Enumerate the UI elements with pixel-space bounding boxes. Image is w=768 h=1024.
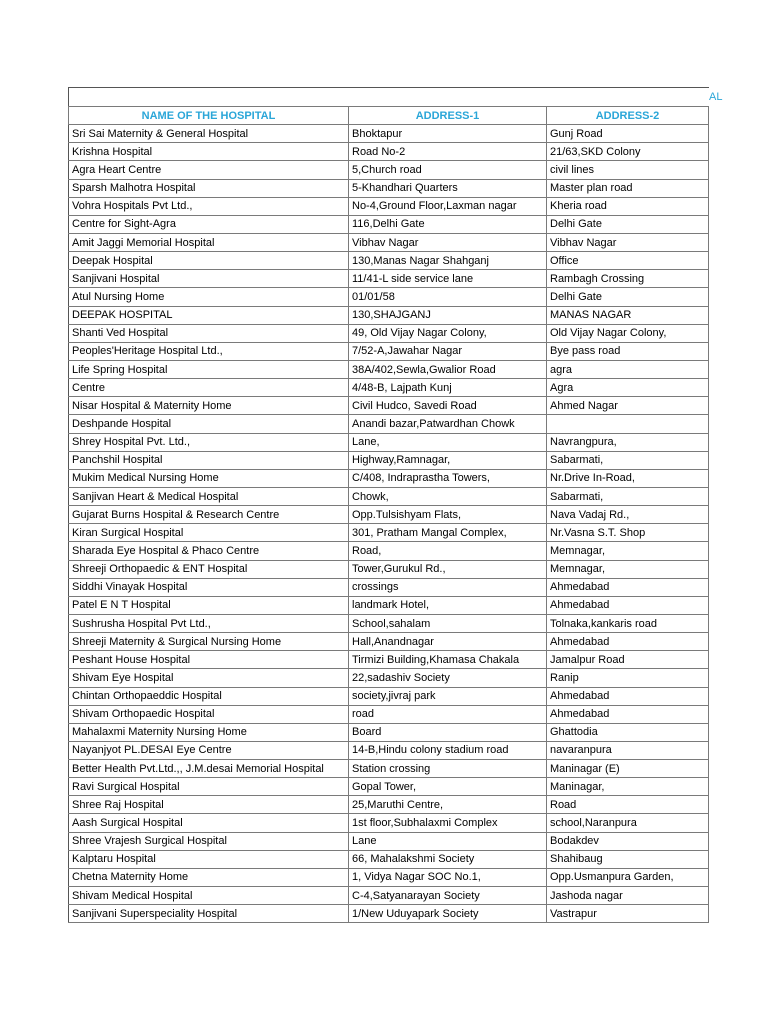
cell-hospital-name[interactable]: Siddhi Vinayak Hospital (69, 578, 349, 596)
header-address-2: ADDRESS-2 (547, 107, 709, 125)
cell-address-2[interactable]: Jamalpur Road (547, 651, 709, 669)
header-address-1: ADDRESS-1 (349, 107, 547, 125)
table-row (69, 633, 709, 651)
cell-address-1[interactable]: 22,sadashiv Society (349, 669, 547, 687)
table-row (69, 596, 709, 614)
cell-address-1[interactable]: 11/41-L side service lane (349, 270, 547, 288)
spreadsheet-view (68, 87, 723, 927)
cell-hospital-name[interactable]: Nisar Hospital & Maternity Home (69, 397, 349, 415)
table-row (69, 197, 709, 215)
cell-address-1[interactable]: Bhoktapur (349, 125, 547, 143)
cell-address-1[interactable]: Lane (349, 832, 547, 850)
table-row (69, 814, 709, 832)
table-row (69, 887, 709, 905)
cell-hospital-name[interactable]: Amit Jaggi Memorial Hospital (69, 233, 349, 251)
table-row (69, 760, 709, 778)
cell-address-2[interactable]: Sabarmati, (547, 487, 709, 505)
cell-address-2[interactable]: Gunj Road (547, 125, 709, 143)
table-row (69, 215, 709, 233)
cell-hospital-name[interactable]: Sanjivani Hospital (69, 270, 349, 288)
table-row (69, 415, 709, 433)
cell-address-1[interactable]: 4/48-B, Lajpath Kunj (349, 379, 547, 397)
title-row (69, 88, 709, 107)
cell-address-1[interactable]: crossings (349, 578, 547, 596)
cell-hospital-name[interactable]: Shivam Eye Hospital (69, 669, 349, 687)
cell-address-2[interactable]: Sabarmati, (547, 451, 709, 469)
cell-address-2[interactable] (547, 415, 709, 433)
cell-hospital-name[interactable]: DEEPAK HOSPITAL (69, 306, 349, 324)
cell-address-2[interactable]: Bodakdev (547, 832, 709, 850)
cell-address-1[interactable]: C-4,Satyanarayan Society (349, 887, 547, 905)
table-row (69, 560, 709, 578)
cell-address-1[interactable]: Lane, (349, 433, 547, 451)
cell-address-1[interactable]: 1st floor,Subhalaxmi Complex (349, 814, 547, 832)
cell-address-2[interactable]: Master plan road (547, 179, 709, 197)
cell-hospital-name[interactable]: Nayanjyot PL.DESAI Eye Centre (69, 741, 349, 759)
table-body (69, 125, 709, 923)
cell-address-1[interactable]: 1, Vidya Nagar SOC No.1, (349, 868, 547, 886)
table-row (69, 506, 709, 524)
cell-address-2[interactable]: Ranip (547, 669, 709, 687)
cell-address-2[interactable]: Delhi Gate (547, 288, 709, 306)
table-row (69, 288, 709, 306)
cell-hospital-name[interactable]: Vohra Hospitals Pvt Ltd., (69, 197, 349, 215)
cell-address-1[interactable]: Vibhav Nagar (349, 233, 547, 251)
table-row (69, 832, 709, 850)
cell-hospital-name[interactable]: Life Spring Hospital (69, 360, 349, 378)
cell-address-1[interactable]: No-4,Ground Floor,Laxman nagar (349, 197, 547, 215)
cell-address-1[interactable]: society,jivraj park (349, 687, 547, 705)
cell-hospital-name[interactable]: Peoples'Heritage Hospital Ltd., (69, 342, 349, 360)
table-row (69, 161, 709, 179)
cell-address-1[interactable]: Highway,Ramnagar, (349, 451, 547, 469)
table-row (69, 778, 709, 796)
cell-hospital-name[interactable]: Shivam Medical Hospital (69, 887, 349, 905)
cell-hospital-name[interactable]: Sharada Eye Hospital & Phaco Centre (69, 542, 349, 560)
cell-address-1[interactable]: Station crossing (349, 760, 547, 778)
cell-hospital-name[interactable]: Patel E N T Hospital (69, 596, 349, 614)
header-row (69, 107, 709, 125)
table-row (69, 270, 709, 288)
table-row (69, 233, 709, 251)
cell-address-2[interactable]: Nr.Drive In-Road, (547, 469, 709, 487)
table-row (69, 687, 709, 705)
table-row (69, 578, 709, 596)
cell-address-1[interactable]: 5,Church road (349, 161, 547, 179)
cell-hospital-name[interactable]: Sanjivan Heart & Medical Hospital (69, 487, 349, 505)
cell-address-1[interactable]: road (349, 705, 547, 723)
cell-address-2[interactable]: Rambagh Crossing (547, 270, 709, 288)
table-row (69, 487, 709, 505)
cell-address-2[interactable]: Jashoda nagar (547, 887, 709, 905)
cell-address-1[interactable]: Tirmizi Building,Khamasa Chakala (349, 651, 547, 669)
cell-address-2[interactable]: school,Naranpura (547, 814, 709, 832)
cell-address-1[interactable]: Opp.Tulsishyam Flats, (349, 506, 547, 524)
cell-address-2[interactable]: Ahmedabad (547, 687, 709, 705)
cell-hospital-name[interactable]: Sparsh Malhotra Hospital (69, 179, 349, 197)
cell-address-1[interactable]: 1/New Uduyapark Society (349, 905, 547, 923)
cell-hospital-name[interactable]: Deepak Hospital (69, 252, 349, 270)
table-row (69, 125, 709, 143)
cell-address-2[interactable]: Maninagar, (547, 778, 709, 796)
cell-address-2[interactable]: navaranpura (547, 741, 709, 759)
cell-address-2[interactable]: Opp.Usmanpura Garden, (547, 868, 709, 886)
cell-hospital-name[interactable]: Peshant House Hospital (69, 651, 349, 669)
cell-hospital-name[interactable]: Atul Nursing Home (69, 288, 349, 306)
cell-hospital-name[interactable]: Deshpande Hospital (69, 415, 349, 433)
cell-address-2[interactable]: Ahmed Nagar (547, 397, 709, 415)
cell-hospital-name[interactable]: Kalptaru Hospital (69, 850, 349, 868)
table-row (69, 741, 709, 759)
cell-address-2[interactable]: Maninagar (E) (547, 760, 709, 778)
cell-address-1[interactable]: 130,Manas Nagar Shahganj (349, 252, 547, 270)
table-row (69, 705, 709, 723)
cell-address-2[interactable]: Shahibaug (547, 850, 709, 868)
cell-address-2[interactable]: Vastrapur (547, 905, 709, 923)
cell-hospital-name[interactable]: Better Health Pvt.Ltd.,, J.M.desai Memorial Hospital (69, 760, 349, 778)
table-row (69, 542, 709, 560)
table-row (69, 342, 709, 360)
cell-address-2[interactable]: Office (547, 252, 709, 270)
cell-address-2[interactable]: Ghattodia (547, 723, 709, 741)
title-cell (69, 88, 723, 107)
cell-address-2[interactable]: Ahmedabad (547, 578, 709, 596)
cell-address-1[interactable]: Road No-2 (349, 143, 547, 161)
table-row (69, 469, 709, 487)
cell-address-2[interactable]: Ahmedabad (547, 705, 709, 723)
cell-address-1[interactable]: Board (349, 723, 547, 741)
cell-hospital-name[interactable]: Mahalaxmi Maternity Nursing Home (69, 723, 349, 741)
cell-address-2[interactable]: Ahmedabad (547, 596, 709, 614)
cell-address-2[interactable]: MANAS NAGAR (547, 306, 709, 324)
table-row (69, 651, 709, 669)
cell-address-2[interactable]: Old Vijay Nagar Colony, (547, 324, 709, 342)
cell-address-2[interactable]: civil lines (547, 161, 709, 179)
cell-address-2[interactable]: Nava Vadaj Rd., (547, 506, 709, 524)
cell-address-1[interactable]: landmark Hotel, (349, 596, 547, 614)
cell-address-1[interactable]: Tower,Gurukul Rd., (349, 560, 547, 578)
cell-hospital-name[interactable]: Sri Sai Maternity & General Hospital (69, 125, 349, 143)
cell-address-1[interactable]: Gopal Tower, (349, 778, 547, 796)
cell-address-2[interactable]: Ahmedabad (547, 633, 709, 651)
cell-address-1[interactable]: C/408, Indraprastha Towers, (349, 469, 547, 487)
cell-hospital-name[interactable]: Shreeji Orthopaedic & ENT Hospital (69, 560, 349, 578)
table-row (69, 379, 709, 397)
table-row (69, 179, 709, 197)
cell-hospital-name[interactable]: Shivam Orthopaedic Hospital (69, 705, 349, 723)
table-row (69, 850, 709, 868)
cell-address-2[interactable]: Nr.Vasna S.T. Shop (547, 524, 709, 542)
table-row (69, 397, 709, 415)
cell-hospital-name[interactable]: Kiran Surgical Hospital (69, 524, 349, 542)
cell-address-2[interactable]: Delhi Gate (547, 215, 709, 233)
cell-hospital-name[interactable]: Sanjivani Superspeciality Hospital (69, 905, 349, 923)
cell-address-1[interactable]: 301, Pratham Mangal Complex, (349, 524, 547, 542)
cell-hospital-name[interactable]: Shanti Ved Hospital (69, 324, 349, 342)
table-row (69, 905, 709, 923)
cell-hospital-name[interactable]: Agra Heart Centre (69, 161, 349, 179)
cell-address-2[interactable]: Kheria road (547, 197, 709, 215)
cell-address-2[interactable]: Bye pass road (547, 342, 709, 360)
cell-hospital-name[interactable]: Panchshil Hospital (69, 451, 349, 469)
cell-hospital-name[interactable]: Shrey Hospital Pvt. Ltd., (69, 433, 349, 451)
cell-hospital-name[interactable]: Centre for Sight-Agra (69, 215, 349, 233)
cell-address-1[interactable]: 01/01/58 (349, 288, 547, 306)
cell-address-2[interactable]: Tolnaka,kankaris road (547, 614, 709, 632)
cell-address-1[interactable]: Chowk, (349, 487, 547, 505)
table-row (69, 252, 709, 270)
cell-hospital-name[interactable]: Chetna Maternity Home (69, 868, 349, 886)
table-row (69, 669, 709, 687)
cell-address-2[interactable]: agra (547, 360, 709, 378)
cell-address-1[interactable]: Anandi bazar,Patwardhan Chowk (349, 415, 547, 433)
cell-address-1[interactable]: 14-B,Hindu colony stadium road (349, 741, 547, 759)
cell-address-1[interactable]: Hall,Anandnagar (349, 633, 547, 651)
cell-address-1[interactable]: School,sahalam (349, 614, 547, 632)
cell-hospital-name[interactable]: Sushrusha Hospital Pvt Ltd., (69, 614, 349, 632)
cell-hospital-name[interactable]: Shree Vrajesh Surgical Hospital (69, 832, 349, 850)
sheet-title: AL (709, 91, 723, 103)
cell-address-2[interactable]: 21/63,SKD Colony (547, 143, 709, 161)
cell-hospital-name[interactable]: Ravi Surgical Hospital (69, 778, 349, 796)
cell-address-1[interactable]: 7/52-A,Jawahar Nagar (349, 342, 547, 360)
table-row (69, 360, 709, 378)
table-row (69, 796, 709, 814)
cell-hospital-name[interactable]: Centre (69, 379, 349, 397)
cell-address-1[interactable]: 25,Maruthi Centre, (349, 796, 547, 814)
cell-address-1[interactable]: Civil Hudco, Savedi Road (349, 397, 547, 415)
cell-hospital-name[interactable]: Gujarat Burns Hospital & Research Centre (69, 506, 349, 524)
cell-address-2[interactable]: Navrangpura, (547, 433, 709, 451)
cell-hospital-name[interactable]: Chintan Orthopaeddic Hospital (69, 687, 349, 705)
cell-address-1[interactable]: 130,SHAJGANJ (349, 306, 547, 324)
cell-hospital-name[interactable]: Aash Surgical Hospital (69, 814, 349, 832)
cell-address-2[interactable]: Agra (547, 379, 709, 397)
cell-address-1[interactable]: 5-Khandhari Quarters (349, 179, 547, 197)
hospital-table (68, 87, 723, 923)
cell-address-1[interactable]: Road, (349, 542, 547, 560)
table-row (69, 143, 709, 161)
cell-hospital-name[interactable]: Krishna Hospital (69, 143, 349, 161)
cell-address-1[interactable]: 38A/402,Sewla,Gwalior Road (349, 360, 547, 378)
table-row (69, 524, 709, 542)
header-name: NAME OF THE HOSPITAL (69, 107, 349, 125)
cell-address-1[interactable]: 49, Old Vijay Nagar Colony, (349, 324, 547, 342)
cell-address-2[interactable]: Memnagar, (547, 542, 709, 560)
cell-hospital-name[interactable]: Shreeji Maternity & Surgical Nursing Home (69, 633, 349, 651)
cell-address-1[interactable]: 66, Mahalakshmi Society (349, 850, 547, 868)
cell-address-2[interactable]: Road (547, 796, 709, 814)
table-row (69, 614, 709, 632)
cell-address-2[interactable]: Vibhav Nagar (547, 233, 709, 251)
table-row (69, 433, 709, 451)
cell-address-1[interactable]: 116,Delhi Gate (349, 215, 547, 233)
table-row (69, 723, 709, 741)
cell-address-2[interactable]: Memnagar, (547, 560, 709, 578)
table-row (69, 324, 709, 342)
cell-hospital-name[interactable]: Mukim Medical Nursing Home (69, 469, 349, 487)
cell-hospital-name[interactable]: Shree Raj Hospital (69, 796, 349, 814)
table-row (69, 306, 709, 324)
table-row (69, 451, 709, 469)
table-row (69, 868, 709, 886)
